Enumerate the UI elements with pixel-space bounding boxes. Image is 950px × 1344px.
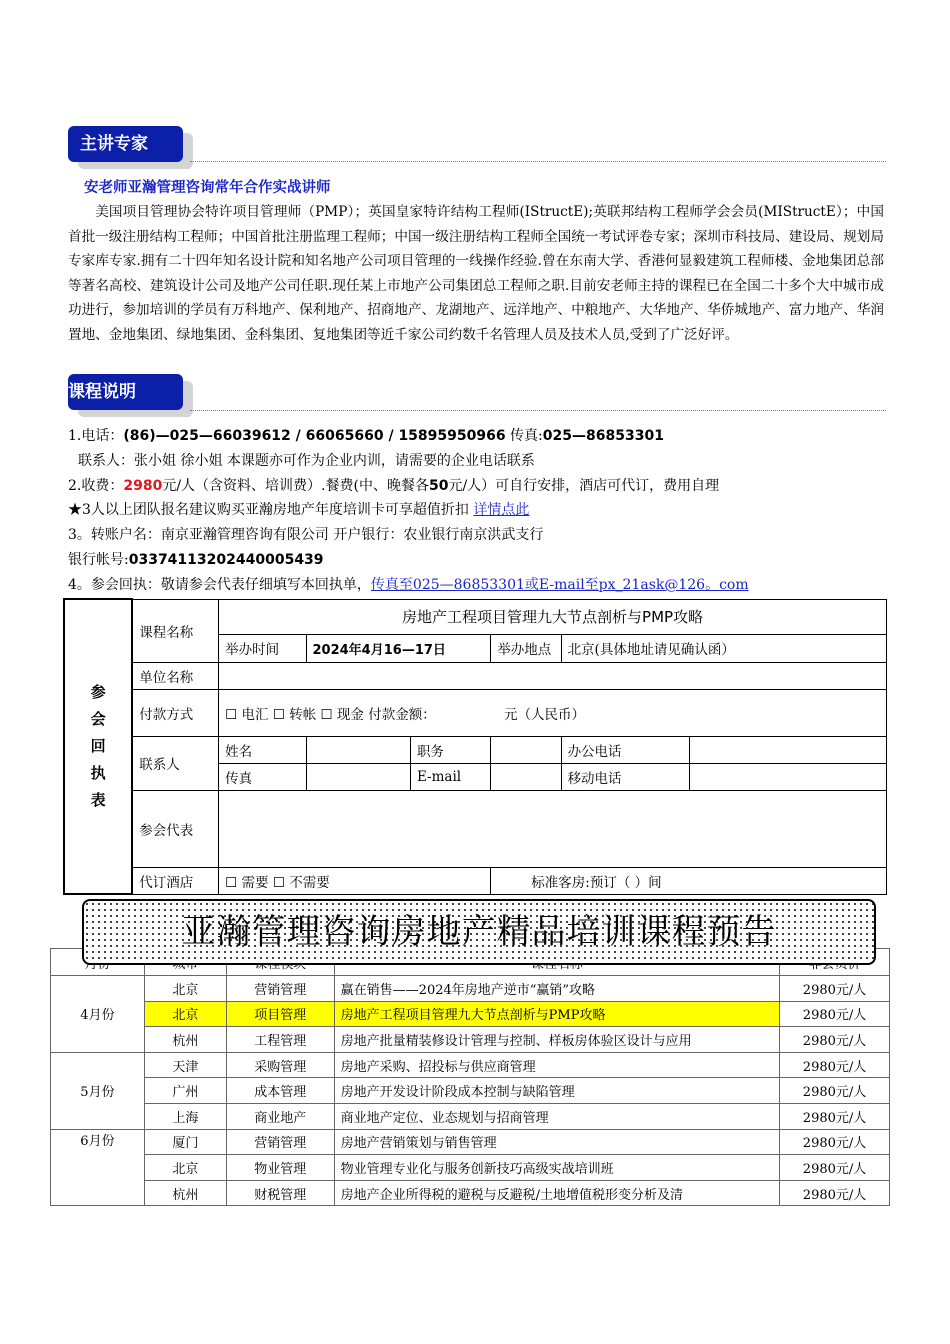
post-label: 职务 bbox=[410, 736, 490, 763]
side-char: 会 bbox=[90, 710, 106, 728]
course-cell[interactable]: 房地产企业所得税的避税与反避税/土地增值税形变分析及清 bbox=[334, 1180, 779, 1206]
table-row bbox=[51, 1027, 890, 1053]
delegate-input[interactable] bbox=[219, 790, 887, 867]
banner-title: 亚瀚管理咨询房地产精品培训课程预告 bbox=[181, 912, 777, 952]
table-row bbox=[51, 1180, 890, 1206]
month-cell: 6月份 bbox=[51, 1129, 145, 1206]
reply-link[interactable]: 传真至025—86853301或E-mail至px_21ask@126。com bbox=[370, 577, 749, 593]
hotel-label: 代订酒店 bbox=[132, 867, 218, 894]
price-cell: 2980元/人 bbox=[780, 1155, 890, 1181]
course-label: 课程名称 bbox=[132, 599, 218, 662]
time-value: 2024年4月16—17日 bbox=[306, 635, 491, 662]
place-value: 北京(具体地址请见确认函） bbox=[561, 635, 886, 662]
pay-options-text: ☐ 电汇 ☐ 转帐 ☐ 现金 付款金额： bbox=[225, 706, 436, 723]
table-row bbox=[51, 1103, 890, 1129]
module-cell: 成本管理 bbox=[226, 1078, 334, 1104]
price-cell: 2980元/人 bbox=[780, 976, 890, 1002]
bank-label: 银行帐号: bbox=[68, 552, 129, 568]
side-char: 执 bbox=[90, 764, 106, 782]
bank-number: 03374113202440005439 bbox=[128, 552, 324, 568]
hotel-options[interactable]: ☐ 需要 ☐ 不需要 bbox=[219, 867, 491, 894]
contact-label: 联系人 bbox=[132, 736, 218, 790]
section-tab-speaker: 主讲专家 bbox=[68, 126, 183, 162]
table-row bbox=[51, 1078, 890, 1104]
course-cell[interactable]: 房地产采购、招投标与供应商管理 bbox=[334, 1052, 779, 1078]
city-cell: 北京 bbox=[144, 976, 226, 1002]
side-char: 表 bbox=[90, 791, 106, 809]
fee-label: 2.收费： bbox=[68, 478, 124, 494]
speaker-heading: 安老师亚瀚管理咨询常年合作实战讲师 bbox=[84, 180, 331, 196]
post-input[interactable] bbox=[491, 736, 561, 763]
city-cell: 北京 bbox=[144, 1001, 226, 1027]
unit-input[interactable] bbox=[219, 662, 887, 689]
side-char: 参 bbox=[90, 683, 106, 701]
section-divider bbox=[190, 161, 886, 162]
price-cell: 2980元/人 bbox=[780, 1052, 890, 1078]
pay-options[interactable] bbox=[219, 689, 887, 736]
fax-label: 传真: bbox=[505, 428, 543, 444]
registration-form bbox=[63, 598, 887, 895]
contact-line: 联系人：张小姐 徐小姐 本课题亦可作为企业内训，请需要的企业电话联系 bbox=[78, 453, 535, 469]
group-text: ★3人以上团队报名建议购买亚瀚房地产年度培训卡可享超值折扣 bbox=[68, 502, 474, 518]
table-row bbox=[51, 976, 890, 1002]
delegate-label: 参会代表 bbox=[132, 790, 218, 867]
reply-line bbox=[68, 573, 749, 597]
details-link[interactable]: 详情点此 bbox=[473, 502, 530, 518]
price-cell: 2980元/人 bbox=[780, 1001, 890, 1027]
side-char: 回 bbox=[90, 737, 106, 755]
table-row bbox=[51, 1052, 890, 1078]
course-preview-banner bbox=[82, 899, 876, 965]
course-cell[interactable]: 房地产批量精装修设计管理与控制、样板房体验区设计与应用 bbox=[334, 1027, 779, 1053]
unit-label: 单位名称 bbox=[132, 662, 218, 689]
course-cell[interactable]: 房地产工程项目管理九大节点剖析与PMP攻略 bbox=[334, 1001, 779, 1027]
pay-unit: 元（人民币） bbox=[504, 706, 585, 723]
module-cell: 商业地产 bbox=[226, 1103, 334, 1129]
pay-label: 付款方式 bbox=[132, 689, 218, 736]
group-line bbox=[68, 498, 529, 522]
email-input[interactable] bbox=[491, 763, 561, 790]
price-cell: 2980元/人 bbox=[780, 1129, 890, 1155]
fee-line bbox=[68, 474, 719, 498]
table-row bbox=[51, 1001, 890, 1027]
mobile-input[interactable] bbox=[690, 763, 887, 790]
module-cell: 营销管理 bbox=[226, 1129, 334, 1155]
course-cell[interactable]: 物业管理专业化与服务创新技巧高级实战培训班 bbox=[334, 1155, 779, 1181]
city-cell: 广州 bbox=[144, 1078, 226, 1104]
speaker-bio: 美国项目管理协会特许项目管理师（PMP）；英国皇家特许结构工程师(IStructE);英联邦结构工程师学会会员(MIStructE）；中国首批一级注册结构工程师；中国首批注册监理工程师；中国一级注册结构工程师全国统一考试评卷专家；深圳市科技局、建设局、规划局专家库专家.拥有二十四年知名设计院和知名地产公司项目管理的一线操作经验.曾在东南大学、香港何显毅建筑工程师楼、金地集团总部等著名高校、建筑设计公司及地产公司任职.现任某上市地产公司集团总工程师之职.目前安老师主持的课程已在全国二十多个大中城市成功进行，参加培训的学员有万科地产、保利地产、招商地产、龙湖地产、远洋地产、中粮地产、大华地产、华侨城地产、富力地产、华润置地、金地集团、绿地集团、金科集团、复地集团等近千家公司约数千名管理人员及技术人员,受到了广泛好评。 bbox=[68, 204, 884, 343]
phone-label: 1.电话： bbox=[68, 428, 124, 444]
fax-input[interactable] bbox=[306, 763, 410, 790]
form-side-label bbox=[64, 599, 132, 894]
module-cell: 采购管理 bbox=[226, 1052, 334, 1078]
price-cell: 2980元/人 bbox=[780, 1103, 890, 1129]
section-divider bbox=[190, 410, 886, 411]
module-cell: 财税管理 bbox=[226, 1180, 334, 1206]
account-line: 3。转账户名：南京亚瀚管理咨询有限公司 开户银行：农业银行南京洪武支行 bbox=[68, 527, 544, 543]
reply-text: 4。参会回执：敬请参会代表仔细填写本回执单， bbox=[68, 577, 371, 593]
name-input[interactable] bbox=[306, 736, 410, 763]
place-label: 举办地点 bbox=[491, 635, 561, 662]
module-cell: 工程管理 bbox=[226, 1027, 334, 1053]
time-label: 举办时间 bbox=[219, 635, 306, 662]
city-cell: 杭州 bbox=[144, 1027, 226, 1053]
office-phone-label: 办公电话 bbox=[561, 736, 690, 763]
fax-number: 025—86853301 bbox=[542, 428, 664, 444]
fee-detail: 元/人（含资料、培训费）.餐费(中、晚餐各 bbox=[162, 478, 429, 494]
bank-line bbox=[68, 548, 324, 572]
city-cell: 杭州 bbox=[144, 1180, 226, 1206]
city-cell: 上海 bbox=[144, 1103, 226, 1129]
month-cell: 5月份 bbox=[51, 1052, 145, 1129]
course-cell[interactable]: 商业地产定位、业态规划与招商管理 bbox=[334, 1103, 779, 1129]
fee-amount: 2980 bbox=[123, 478, 163, 494]
month-cell: 4月份 bbox=[51, 976, 145, 1053]
table-row bbox=[51, 1155, 890, 1181]
price-cell: 2980元/人 bbox=[780, 1078, 890, 1104]
city-cell: 北京 bbox=[144, 1155, 226, 1181]
module-cell: 项目管理 bbox=[226, 1001, 334, 1027]
room-label[interactable]: 标准客房:预订（ ）间 bbox=[491, 867, 887, 894]
module-cell: 营销管理 bbox=[226, 976, 334, 1002]
city-cell: 厦门 bbox=[144, 1129, 226, 1155]
city-cell: 天津 bbox=[144, 1052, 226, 1078]
office-phone-input[interactable] bbox=[690, 736, 887, 763]
email-label: E-mail bbox=[410, 763, 490, 790]
schedule-table bbox=[50, 948, 890, 1206]
meal-amount: 50 bbox=[428, 478, 449, 494]
course-name: 房地产工程项目管理九大节点剖析与PMP攻略 bbox=[219, 599, 887, 635]
fee-suffix: 元/人）可自行安排，酒店可代订，费用自理 bbox=[448, 478, 720, 494]
table-row bbox=[51, 1129, 890, 1155]
course-cell[interactable]: 赢在销售——2024年房地产逆市“赢销”攻略 bbox=[334, 976, 779, 1002]
phone-line bbox=[68, 424, 664, 448]
section-tab-notes: 课程说明 bbox=[68, 374, 183, 410]
phone-number: (86)—025—66039612 / 66065660 / 15895950966 bbox=[123, 428, 506, 444]
price-cell: 2980元/人 bbox=[780, 1027, 890, 1053]
fax-label-cell: 传真 bbox=[219, 763, 306, 790]
name-label: 姓名 bbox=[219, 736, 306, 763]
price-cell: 2980元/人 bbox=[780, 1180, 890, 1206]
module-cell: 物业管理 bbox=[226, 1155, 334, 1181]
course-cell[interactable]: 房地产开发设计阶段成本控制与缺陷管理 bbox=[334, 1078, 779, 1104]
course-cell[interactable]: 房地产营销策划与销售管理 bbox=[334, 1129, 779, 1155]
mobile-label: 移动电话 bbox=[561, 763, 690, 790]
